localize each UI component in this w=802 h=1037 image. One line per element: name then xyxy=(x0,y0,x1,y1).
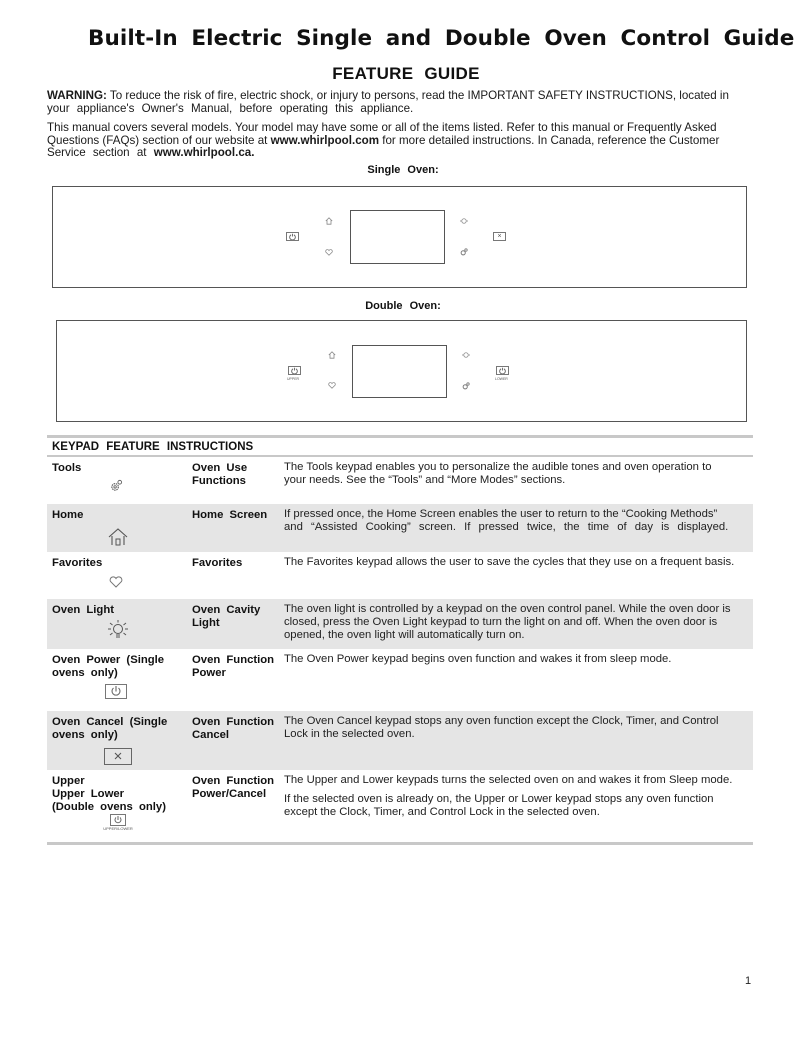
function-name: Home Screen xyxy=(192,509,268,521)
single-oven-control-panel xyxy=(52,186,747,288)
home-icon xyxy=(108,528,128,546)
cancel-x-icon: × xyxy=(493,232,506,241)
tools-gear-icon xyxy=(462,382,470,390)
table-row xyxy=(47,599,753,649)
keypad-feature-table xyxy=(47,435,753,845)
single-oven-label: Single Oven: xyxy=(367,164,439,176)
description: The oven light is controlled by a keypad on the oven control panel. While the oven door is closed, press the Oven Light keypad to turn the light on and off. When the oven door is opened, the oven light will automatically turn on. xyxy=(284,603,731,641)
keypad-name: Home xyxy=(52,509,84,521)
upper-lower-caption: UPPER/LOWER xyxy=(103,826,133,831)
document-title: Built-In Electric Single and Double Oven Control Guide xyxy=(88,26,795,51)
lower-power-icon xyxy=(496,366,509,375)
keypad-name: Oven Cancel (Single ovens only) xyxy=(52,716,168,741)
heart-icon xyxy=(109,576,123,588)
cancel-x-icon xyxy=(104,748,132,765)
heart-icon xyxy=(328,382,336,389)
table-row xyxy=(47,770,753,842)
description: The Oven Power keypad begins oven function and wakes it from sleep mode. xyxy=(284,653,672,665)
heart-icon xyxy=(325,249,333,256)
table-row xyxy=(47,504,753,552)
tools-gear-icon xyxy=(110,479,123,492)
table-row xyxy=(47,457,753,504)
table-row xyxy=(47,711,753,770)
description: The Favorites keypad allows the user to save the cycles that they use on a frequent basis. xyxy=(284,556,735,568)
description: The Upper and Lower keypads turns the selected oven on and wakes it from Sleep mode. If the selected oven is already on, the Upper or Lower keypad stops any oven function except the Clock, Timer, and Control Lock in the selected oven. xyxy=(284,774,733,818)
description: The Tools keypad enables you to personalize the audible tones and oven operation to your needs. See the “Tools” and “More Modes” sections. xyxy=(284,461,712,486)
light-bulb-icon xyxy=(462,351,470,359)
lower-label: LOWER xyxy=(495,377,508,381)
function-name: Oven Cavity Light xyxy=(192,604,261,629)
home-icon xyxy=(328,351,336,359)
page-number: 1 xyxy=(745,975,752,987)
description: If pressed once, the Home Screen enables the user to return to the “Cooking Methods” and “Assisted Cooking” screen. If pressed twice, the time of day is displayed. xyxy=(284,508,729,533)
light-bulb-icon xyxy=(107,620,129,640)
description: The Oven Cancel keypad stops any oven function except the Clock, Timer, and Control Lock in the selected oven. xyxy=(284,715,719,740)
double-oven-control-panel xyxy=(56,320,747,422)
upper-lower-power-icon xyxy=(102,814,137,831)
function-name: Oven Function Power/Cancel xyxy=(192,775,275,800)
keypad-name: Favorites xyxy=(52,557,103,569)
warning-paragraph: WARNING: To reduce the risk of fire, electric shock, or injury to persons, read the IMPORTANT SAFETY INSTRUCTIONS, located in your appliance's Owner's Manual, before operating this appliance. xyxy=(47,89,729,115)
whirlpool-com-link[interactable]: www.whirlpool.com xyxy=(270,133,380,147)
keypad-name: Upper Upper Lower (Double ovens only) xyxy=(52,775,166,813)
power-icon xyxy=(286,232,299,241)
keypad-name: Oven Light xyxy=(52,604,114,616)
function-name: Oven Function Cancel xyxy=(192,716,275,741)
upper-label: UPPER xyxy=(287,377,300,381)
display-screen xyxy=(350,210,445,264)
table-row xyxy=(47,552,753,599)
upper-power-icon xyxy=(288,366,301,375)
keypad-name: Tools xyxy=(52,462,82,474)
function-name: Oven Function Power xyxy=(192,654,275,679)
table-bottom-rule xyxy=(47,842,753,845)
tools-gear-icon xyxy=(460,248,468,256)
light-bulb-icon xyxy=(460,217,468,225)
double-oven-label: Double Oven: xyxy=(365,300,441,312)
whirlpool-ca-link[interactable]: www.whirlpool.ca. xyxy=(153,146,255,159)
display-screen xyxy=(352,345,447,398)
keypad-name: Oven Power (Single ovens only) xyxy=(52,654,165,679)
power-icon xyxy=(105,684,127,699)
models-note-paragraph: This manual covers several models. Your model may have some or all of the items listed. Refer to this manual or Frequently Asked Questions (FAQs) section of our website at www.whirlpool.com for more detailed instructions. In Canada, reference the Customer Service section at www.whirlpool.ca. xyxy=(47,121,720,159)
feature-guide-heading: FEATURE GUIDE xyxy=(332,64,480,83)
function-name: Oven Use Functions xyxy=(192,462,248,487)
function-name: Favorites xyxy=(192,557,243,569)
home-icon xyxy=(325,217,333,225)
warning-label: WARNING: xyxy=(47,89,107,102)
table-header: KEYPAD FEATURE INSTRUCTIONS xyxy=(52,441,254,453)
table-row xyxy=(47,649,753,711)
